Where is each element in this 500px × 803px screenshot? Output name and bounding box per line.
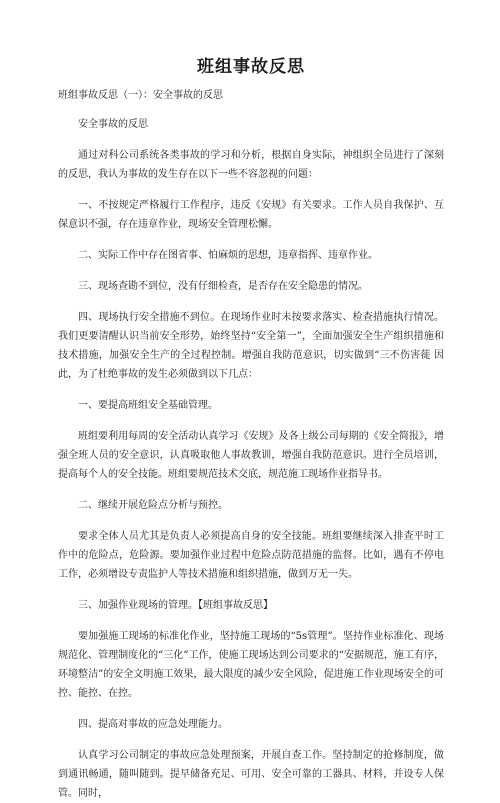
paragraph-measure-3: 要加强施工现场的标准化作业，坚持施工现场的“5s管理”。坚持作业标准化、现场规范化、管理制度化的“三化”工作，使施工现场达到公司要求的“安据规范，施工有序，环境整洁”的安全文明施工效果，最大限度的减少安全风险，促进施工作业现场安全的可控、能控、在控。 — [58, 631, 444, 699]
paragraph-problem-1: 一、不按规定严格履行工作程序，违反《安规》有关要求。工作人员自我保护、互保意识不强，存在违章作业，现场安全管理松懈。 — [58, 200, 444, 230]
section-heading: 安全事故的反思 — [78, 119, 148, 130]
paragraph-problem-2: 二、实际工作中存在图省事、怕麻烦的思想，违章指挥、违章作业。 — [78, 250, 378, 261]
measure-heading-4: 四、提高对事故的应急处理能力。 — [78, 719, 228, 730]
paragraph-problem-4: 四、现场执行安全措施不到位。在现场作业时未按要求落实、检查措施执行情况。 我们更要清醒认识当前安全形势，始终坚持“安全第一”，全面加强安全生产组织措施和技术措施，加强安全生产的全过程控制。增强自我防范意识，切实做到“三不伤害蓰 因此，为了杜绝事故的发生必须做到以下几点： — [58, 312, 444, 380]
paragraph-measure-4: 认真学习公司制定的事故应急处理预案，开展自查工作。坚持制定的抢修制度，做到通讯畅通，随叫随到。提早储备充足、可用、安全可靠的工器具、材料，并设专人保管。同时， — [58, 750, 444, 799]
measure-heading-2: 二、继续开展危险点分析与预控。 — [78, 500, 228, 511]
paragraph-intro: 通过对科公司系统各类事故的学习和分析，根据自身实际，神组织全员进行了深刻的反思，我认为事故的发生存在以下一些不容忽视的问题： — [58, 150, 444, 180]
document-title: 班组事故反思 — [197, 57, 305, 77]
paragraph-measure-1: 班组要利用每周的安全活动认真学习《安规》及各上级公司每期的《安全简报》，增强全班人员的安全意识，认真吸取他人事故教训，增强自我防范意识。进行全员培训，提高每个人的安全技能。班组要规范技术交底，规范施工现场作业指导书。 — [58, 431, 444, 480]
document-subtitle: 班组事故反思（一）：安全事故的反思 — [58, 90, 223, 101]
measure-heading-1: 一、要提高班组安全基础管理。 — [78, 400, 218, 411]
paragraph-measure-2: 要求全体人员尤其是负责人必须提高自身的安全技能。班组要继续深入排查平时工作中的危险点，危险源。要加强作业过程中危险点防范措施的监督。比如，遇有不停电工作，必须增设专责监护人等技术措施和组织措施，做到万无一失。 — [58, 531, 444, 580]
paragraph-problem-3: 三、现场查勘不到位，没有仔细检查，是否存在安全隐患的情况。 — [78, 281, 368, 292]
measure-heading-3: 三、加强作业现场的管理。【班组事故反思】 — [78, 600, 273, 611]
